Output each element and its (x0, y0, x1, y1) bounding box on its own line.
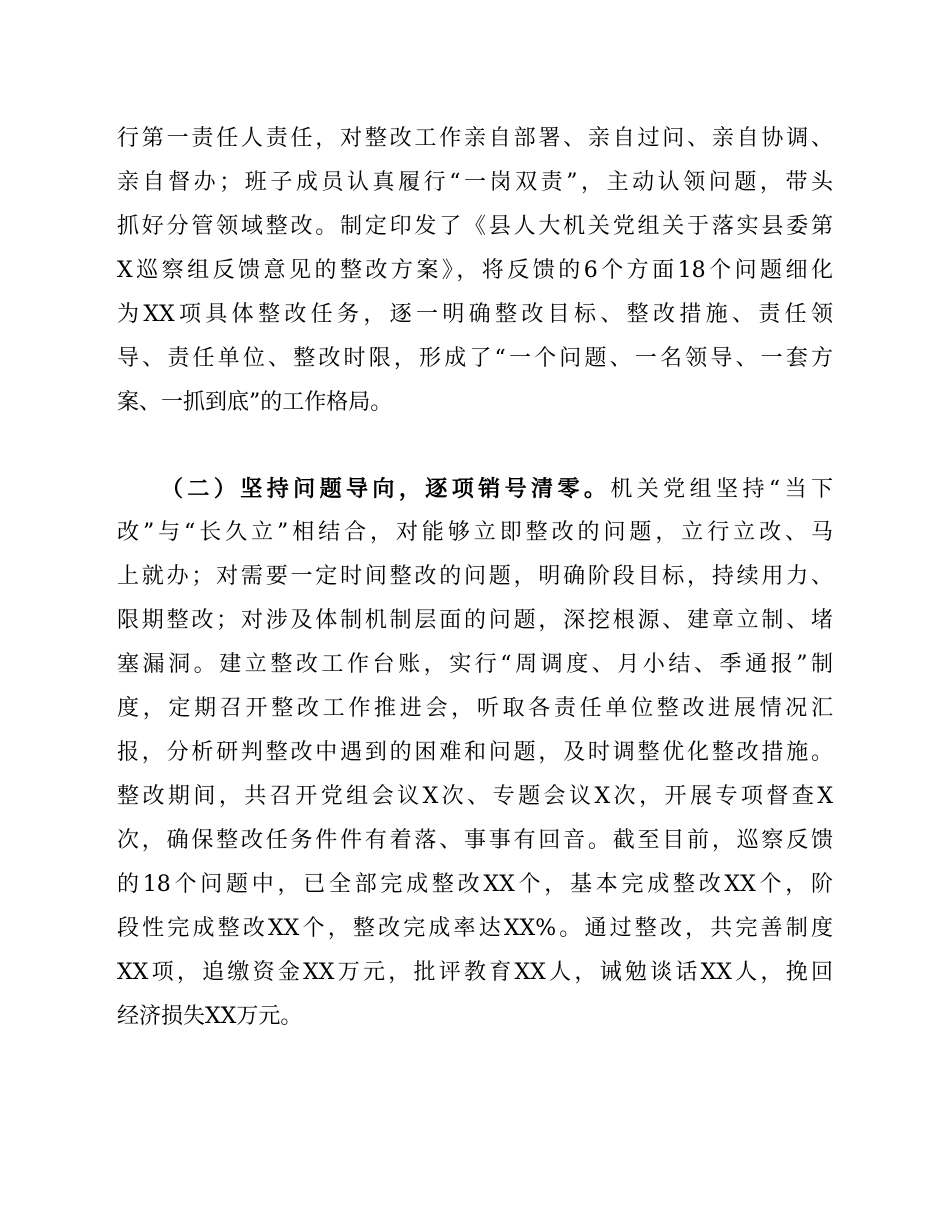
paragraph-line: 为XX项具体整改任务，逐一明确整改目标、整改措施、责任领 (117, 302, 833, 327)
paragraph-line: XX项，追缴资金XX万元，批评教育XX人，诫勉谈话XX人，挽回 (117, 960, 833, 985)
paragraph-line: 行第一责任人责任，对整改工作亲自部署、亲自过问、亲自协调、 (117, 126, 833, 151)
paragraph-first-line (117, 467, 833, 511)
paragraph-line: 改”与“长久立”相结合，对能够立即整改的问题，立行立改、马 (117, 520, 833, 545)
section-heading: （二）坚持问题导向，逐项销号清零。 (161, 476, 611, 502)
paragraph-line: X巡察组反馈意见的整改方案》，将反馈的6个方面18个问题细化 (117, 258, 833, 283)
heading-following-text: 机关党组坚持“当下 (610, 477, 833, 502)
paragraph-line: 导、责任单位、整改时限，形成了“一个问题、一名领导、一套方 (117, 346, 833, 371)
paragraph-line: 限期整改；对涉及体制机制层面的问题，深挖根源、建章立制、堵 (117, 608, 833, 633)
paragraph-line: 塞漏洞。建立整改工作台账，实行“周调度、月小结、季通报”制 (117, 652, 833, 677)
paragraph-line: 经济损失XX万元。 (117, 1004, 303, 1029)
paragraph-line: 亲自督办；班子成员认真履行“一岗双责”，主动认领问题，带头 (117, 170, 833, 195)
paragraph-line: 度，定期召开整改工作推进会，听取各责任单位整改进展情况汇 (117, 696, 833, 721)
paragraph-line: 段性完成整改XX个，整改完成率达XX%。通过整改，共完善制度 (117, 916, 833, 941)
paragraph-line: 的18个问题中，已全部完成整改XX个，基本完成整改XX个，阶 (117, 872, 833, 897)
paragraph-responsibility (117, 117, 833, 425)
paragraph-problem-oriented (117, 467, 833, 1039)
paragraph-line: 报，分析研判整改中遇到的困难和问题，及时调整优化整改措施。 (117, 740, 833, 765)
paragraph-line: 次，确保整改任务件件有着落、事事有回音。截至目前，巡察反馈 (117, 828, 833, 853)
paragraph-line: 上就办；对需要一定时间整改的问题，明确阶段目标，持续用力、 (117, 564, 833, 589)
paragraph-line: 整改期间，共召开党组会议X次、专题会议X次，开展专项督查X (117, 784, 833, 809)
paragraph-line: 抓好分管领域整改。制定印发了《县人大机关党组关于落实县委第 (117, 214, 833, 239)
paragraph-line: 案、一抓到底”的工作格局。 (117, 390, 393, 415)
